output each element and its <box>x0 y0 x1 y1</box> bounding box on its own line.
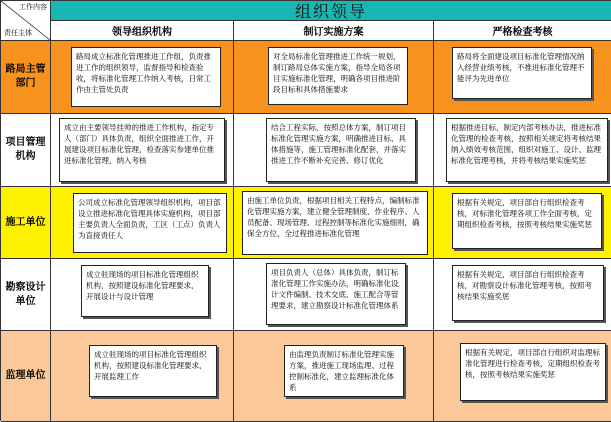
table-cell <box>234 41 434 114</box>
table-cell <box>434 187 611 259</box>
cell-text-box: 公司成立标准化管理领导组织机构，项目部设立推进标准化管理具体实施机构，项目部主要负责人全面负责，工区（工点）负责人为直接责任人 <box>73 193 227 253</box>
column-header-leadership: 领导组织机构 <box>51 21 234 41</box>
row-header-construction: 施工单位 <box>1 187 51 259</box>
table-cell <box>51 114 234 187</box>
row-header-survey-design: 勘察设计单位 <box>1 259 51 331</box>
row-header-project-management: 项目管理机构 <box>1 114 51 187</box>
table-cell <box>434 41 611 114</box>
column-header-assessment: 严格检查考核 <box>434 21 611 41</box>
table-cell <box>51 41 234 114</box>
corner-header <box>1 1 51 41</box>
table-title <box>51 1 611 21</box>
cell-text-box: 成立驻现场的项目标准化管理组织机构，按照建设标准化管理要求，开展设计与设计管理 <box>81 265 209 317</box>
cell-text-box: 由监理负责制订标准化管理实施方案，推进施工现场监理、过程控制标准化，建立监理标准化体系 <box>284 345 404 397</box>
cell-text-box: 结合工程实际，按照总体方案，制订项目标准化管理实施方案，明确推进目标、具体措施等，施工管理标准化配套，并落实推进工作不断补充完善、修订优化 <box>266 118 416 182</box>
cell-text-box: 根据有关规定，项目部自行组织对监理标准化管理进行检查考核，定期组织检查考核，按照考核结果实施奖惩 <box>460 343 606 401</box>
table-cell <box>51 187 234 259</box>
table-cell <box>51 331 234 422</box>
cell-text-box: 根据推进目标，制定内部考核办法，推进标准化管理的检查考核，按照相关规定将考核结果纳入绩效考核范围，组织对施工、设计、监理标准化管理考核，并将考核结果实施奖惩 <box>446 118 608 182</box>
corner-bottom-label: 责任主体 <box>4 29 32 37</box>
column-header-plan: 制订实施方案 <box>234 21 434 41</box>
table-cell <box>234 114 434 187</box>
cell-text-box: 项目负责人（总体）具体负责，制订标准化管理工作实施办法，明确标准化设计文件编制、技术交底、施工配合等管理要求，建立勘察设计标准化管理体系 <box>266 263 406 325</box>
cell-text-box: 根据有关规定，项目部自行组织检查考核，对勘察设计标准化管理考核，按照考核结果实施奖惩 <box>452 265 604 321</box>
table-cell <box>434 259 611 331</box>
row-header-bureau: 路局主管部门 <box>1 41 51 114</box>
table-cell <box>434 114 611 187</box>
cell-text-box: 对全局标准化管理推进工作统一规划，制订路局总体实施方案，指导全局各项目实施标准化管理，明确各项目推进阶段目标和具体措施要求 <box>268 47 408 105</box>
table-cell <box>51 259 234 331</box>
corner-top-label: 工作内容 <box>19 3 47 11</box>
cell-text-box: 路局成立标准化管理推进工作组，负责推进工作的组织领导，监督指导和检查验收，将标准化管理工作纳入考核，日常工作由主管处负责 <box>71 47 221 107</box>
cell-text-box: 成立驻现场的项目标准化管理组织机构，按照建设标准化管理要求，开展监理工作 <box>89 345 217 397</box>
table-cell <box>234 331 434 422</box>
cell-text-box: 成立由主要领导挂帅的推进工作机构，指定专人（部门）具体负责，组织全面推进工作，开展建设项目标准化管理，检查落实参建单位推进标准化管理，纳入考核 <box>59 118 225 182</box>
cell-text-box: 根据有关规定，项目部自行组织检查考核，对标准化管理各项工作全面考核，定期组织检查考核，按照考核结果实施奖惩 <box>452 193 602 249</box>
table-cell <box>234 259 434 331</box>
table-cell <box>434 331 611 422</box>
row-header-supervision: 监理单位 <box>1 331 51 422</box>
table-title-text: 组织领导 <box>294 2 367 21</box>
cell-text-box: 由施工单位负责，根据项目相关工程特点，编制标准化管理实施方案，建立健全管理制度、作业程序、人员配备、现场管理、过程控制等标准化实施细则，确保全方位、全过程推进标准化管理 <box>242 191 428 255</box>
cell-text-box: 路局将全面建设项目标准化管理情况纳入经营业绩考核，不推进标准化管理不能评为先进单位 <box>452 47 592 99</box>
table-cell <box>234 187 434 259</box>
